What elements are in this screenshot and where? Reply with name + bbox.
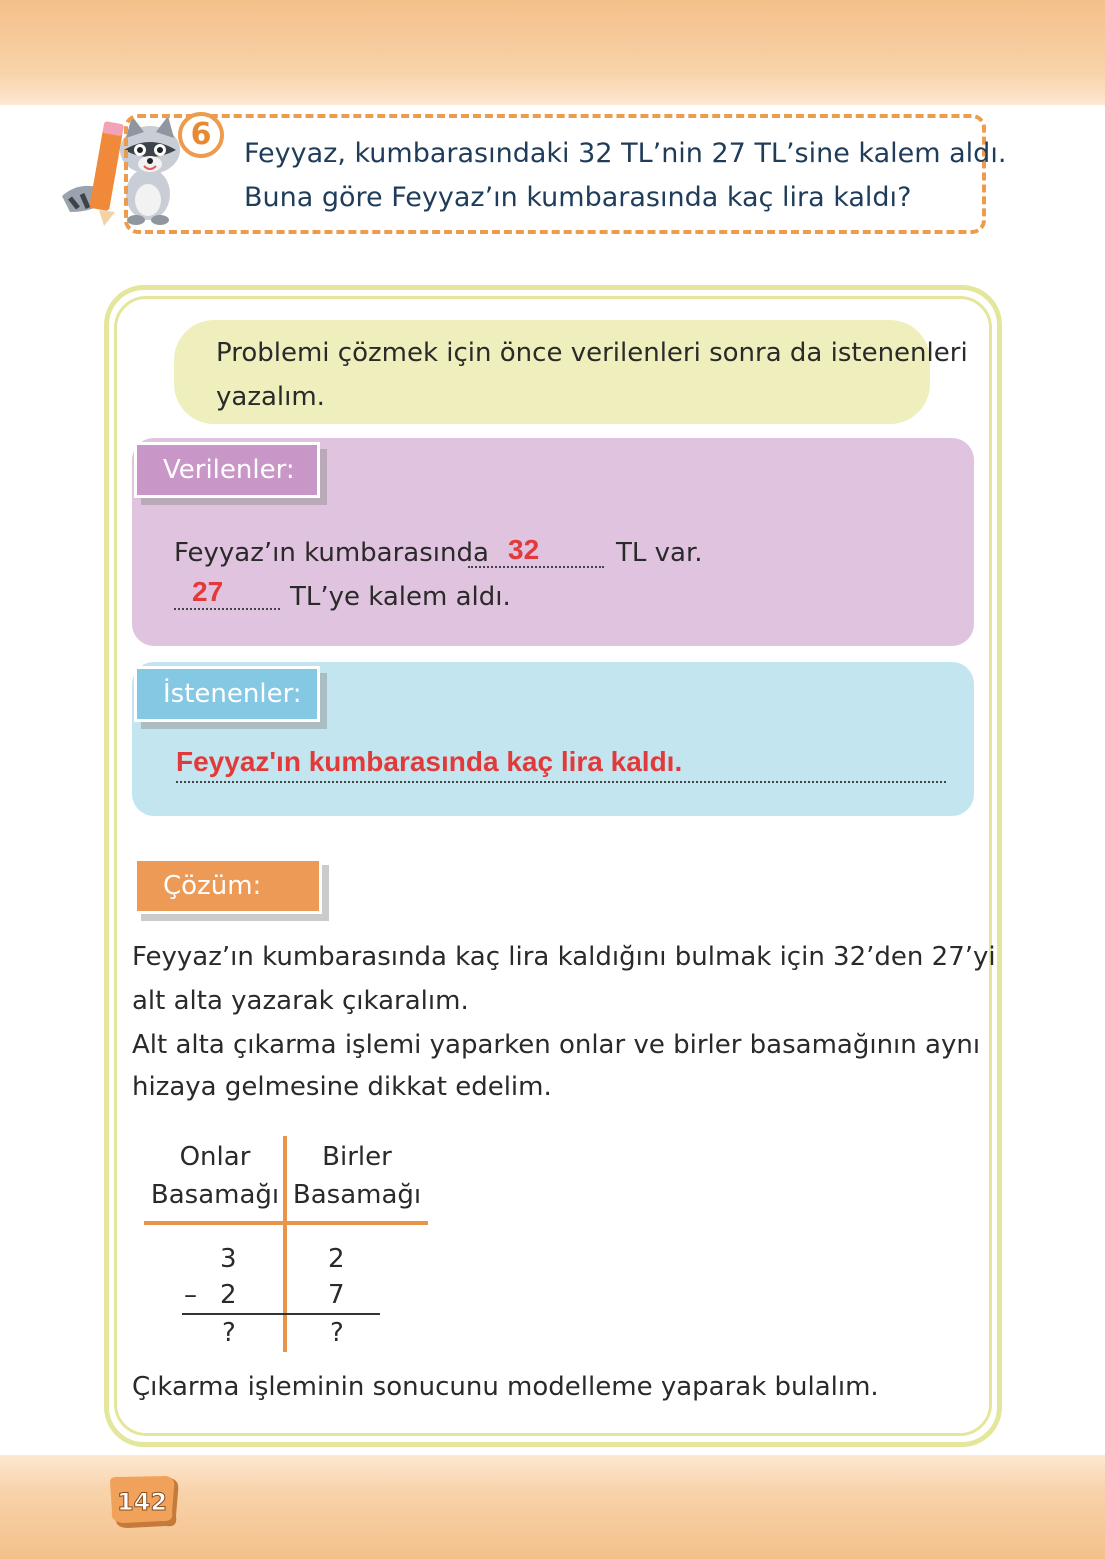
question-line-2: Buna göre Feyyaz’ın kumbarasında kaç lira kaldı? [244, 182, 912, 213]
onlar-header-line1: Onlar [179, 1142, 251, 1172]
solution-para1-line1: Feyyaz’ın kumbarasında kaç lira kaldığını bulmak için 32’den 27’yi [132, 942, 996, 972]
question-line-1: Feyyaz, kumbarasındaki 32 TL’nin 27 TL’sine kalem aldı. [244, 138, 1007, 169]
result-tens: ? [222, 1318, 236, 1348]
given-blank-2 [174, 596, 280, 610]
birler-header-line2: Basamağı [292, 1180, 422, 1210]
solution-para2-line2: hizaya gelmesine dikkat edelim. [132, 1072, 552, 1102]
header-band [0, 0, 1105, 105]
subtraction-rule [182, 1313, 380, 1315]
solution-label: Çözüm: [134, 858, 322, 914]
minuend-tens: 3 [220, 1244, 237, 1274]
intro-line-1: Problemi çözmek için önce verilenleri sonra da istenenleri [216, 338, 968, 368]
wanted-label: İstenenler: [134, 666, 320, 722]
given-line-1-suffix: TL var. [616, 538, 703, 568]
given-answer-1: 32 [508, 534, 540, 565]
solution-para1-line2: alt alta yazarak çıkaralım. [132, 986, 469, 1016]
minus-sign: – [184, 1280, 197, 1310]
question-frame [124, 114, 986, 234]
onlar-header-line2: Basamağı [150, 1180, 280, 1210]
solution-para2-line1: Alt alta çıkarma işlemi yaparken onlar ve birler basamağının aynı [132, 1030, 981, 1060]
subtrahend-ones: 7 [328, 1280, 345, 1310]
solution-closing: Çıkarma işleminin sonucunu modelleme yaparak bulalım. [132, 1372, 879, 1402]
wanted-answer: Feyyaz'ın kumbarasında kaç lira kaldı. [176, 746, 683, 777]
page-number-badge [108, 1476, 182, 1530]
birler-header-line1: Birler [322, 1142, 392, 1172]
given-line-1-prefix: Feyyaz’ın kumbarasında [174, 538, 489, 568]
intro-line-2: yazalım. [216, 382, 325, 412]
given-line-2-suffix: TL’ye kalem aldı. [290, 582, 511, 612]
subtrahend-tens: 2 [220, 1280, 237, 1310]
given-label: Verilenler: [134, 442, 320, 498]
table-vertical-rule [283, 1136, 287, 1352]
page-number: 142 [116, 1488, 168, 1516]
given-answer-2: 27 [192, 576, 224, 607]
question-number: 6 [178, 112, 224, 158]
minuend-ones: 2 [328, 1244, 345, 1274]
result-ones: ? [330, 1318, 344, 1348]
